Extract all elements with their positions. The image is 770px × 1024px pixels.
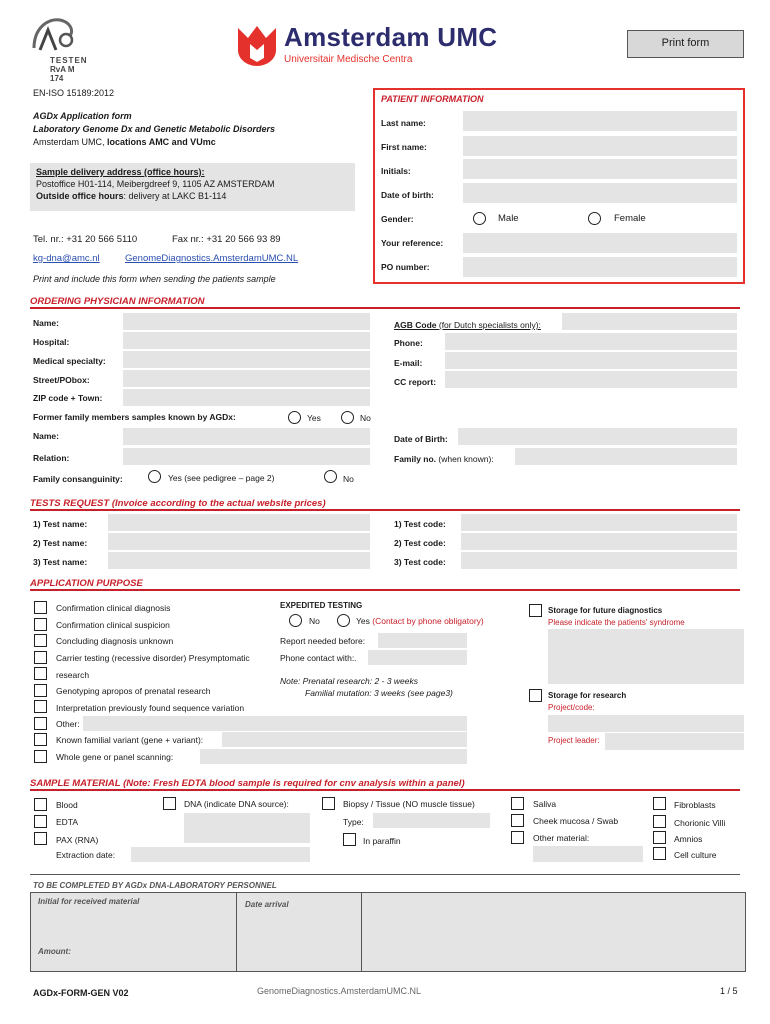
test-code-1-label: 1) Test code: <box>394 519 446 529</box>
first-name-label: First name: <box>381 142 427 152</box>
project-leader-label: Project leader: <box>548 736 600 745</box>
biopsy-checkbox[interactable] <box>322 797 335 810</box>
extraction-date-label: Extraction date: <box>56 850 116 860</box>
purpose-label-1: Confirmation clinical diagnosis <box>56 603 171 613</box>
test-code-3-label: 3) Test code: <box>394 557 446 567</box>
other-material-input[interactable] <box>533 846 643 862</box>
reference-label: Your reference: <box>381 238 444 248</box>
gender-female-radio[interactable] <box>588 212 601 225</box>
purpose-label-5: research <box>56 670 90 680</box>
dob-input[interactable] <box>463 183 737 203</box>
telephone: Tel. nr.: +31 20 566 5110 <box>33 234 138 245</box>
physician-section-line <box>30 307 740 309</box>
known-variant-input[interactable] <box>222 732 467 747</box>
zip-label: ZIP code + Town: <box>33 393 103 403</box>
hospital-input[interactable] <box>123 332 370 349</box>
agb-code-input[interactable] <box>562 313 737 330</box>
po-number-label: PO number: <box>381 262 430 272</box>
footer-page-number: 1 / 5 <box>720 986 738 996</box>
saliva-checkbox[interactable] <box>511 797 524 810</box>
paraffin-checkbox[interactable] <box>343 833 356 846</box>
sample-section-title: SAMPLE MATERIAL (Note: Fresh EDTA blood sample is required for cnv analysis within a panel) <box>30 778 465 789</box>
purpose-section-title: APPLICATION PURPOSE <box>30 578 143 589</box>
zip-input[interactable] <box>123 389 370 406</box>
street-input[interactable] <box>123 370 370 387</box>
logo-title: Amsterdam UMC <box>284 22 498 52</box>
print-form-label: Print form <box>661 37 710 49</box>
consanguinity-no-label: No <box>343 474 354 484</box>
dna-checkbox[interactable] <box>163 797 176 810</box>
pax-label: PAX (RNA) <box>56 835 99 845</box>
family-no-bold: Family no. <box>394 454 437 464</box>
amnios-label: Amnios <box>674 834 703 844</box>
purpose-checkbox-8[interactable] <box>34 717 47 730</box>
test-code-2-input[interactable] <box>461 533 737 550</box>
purpose-checkbox-1[interactable] <box>34 601 47 614</box>
former-no-radio[interactable] <box>341 411 354 424</box>
cell-culture-checkbox[interactable] <box>653 847 666 860</box>
expedited-no-label: No <box>309 616 320 626</box>
relation-label: Relation: <box>33 453 70 463</box>
physician-name-label: Name: <box>33 318 59 328</box>
hospital-label: Hospital: <box>33 337 70 347</box>
storage-research-checkbox[interactable] <box>529 689 542 702</box>
delivery-line2 <box>36 191 349 201</box>
report-needed-label: Report needed before: <box>280 636 366 646</box>
lab-date-label: Date arrival <box>245 900 289 909</box>
consanguinity-yes-label: Yes (see pedigree – page 2) <box>168 473 275 483</box>
purpose-section-line <box>30 589 740 591</box>
consanguinity-label: Family consanguinity: <box>33 474 123 484</box>
project-code-label: Project/code: <box>548 703 595 712</box>
dob-label: Date of birth: <box>381 190 434 200</box>
former-family-label: Former family members samples known by AGDx: <box>33 412 236 422</box>
print-note: Print and include this form when sending the patients sample <box>33 274 276 284</box>
tests-section-title: TESTS REQUEST (Invoice according to the actual website prices) <box>30 498 326 509</box>
initials-label: Initials: <box>381 166 411 176</box>
family-dob-input[interactable] <box>458 428 737 445</box>
family-name-input[interactable] <box>123 428 370 445</box>
storage-future-checkbox[interactable] <box>529 604 542 617</box>
dna-source-input[interactable] <box>184 813 310 843</box>
amnios-checkbox[interactable] <box>653 831 666 844</box>
initials-input[interactable] <box>463 159 737 179</box>
paraffin-label: In paraffin <box>363 836 401 846</box>
agb-code-label <box>394 320 541 330</box>
storage-future-note: Please indicate the patients' syndrome <box>548 618 685 627</box>
fax: Fax nr.: +31 20 566 93 89 <box>172 234 281 245</box>
tulip-icon <box>236 22 278 68</box>
footer-form-id: AGDx-FORM-GEN V02 <box>33 988 129 998</box>
purpose-label-3: Concluding diagnosis unknown <box>56 636 174 646</box>
delivery-outside-rest: : delivery at LAKC B1-114 <box>123 191 227 201</box>
family-name-label: Name: <box>33 431 59 441</box>
purpose-checkbox-6[interactable] <box>34 684 47 697</box>
test-code-1-input[interactable] <box>461 514 737 531</box>
test-name-2-label: 2) Test name: <box>33 538 88 548</box>
family-dob-label: Date of Birth: <box>394 434 448 444</box>
phone-contact-input[interactable] <box>368 650 467 665</box>
email-label: E-mail: <box>394 358 423 368</box>
consanguinity-yes-radio[interactable] <box>148 470 161 483</box>
purpose-checkbox-10[interactable] <box>34 750 47 763</box>
gender-male-radio[interactable] <box>473 212 486 225</box>
agb-code-rest: (for Dutch specialists only): <box>436 320 541 330</box>
former-yes-label: Yes <box>307 413 321 423</box>
phone-label: Phone: <box>394 338 423 348</box>
dna-label: DNA (indicate DNA source): <box>184 799 289 809</box>
tissue-type-label: Type: <box>343 817 364 827</box>
test-name-1-label: 1) Test name: <box>33 519 88 529</box>
other-material-checkbox[interactable] <box>511 831 524 844</box>
report-needed-input[interactable] <box>378 633 467 648</box>
purpose-checkbox-7[interactable] <box>34 700 47 713</box>
delivery-box <box>30 163 355 211</box>
phone-input[interactable] <box>445 333 737 350</box>
specialty-label: Medical specialty: <box>33 356 106 366</box>
amsterdam-umc-logo <box>236 22 526 68</box>
lab-section-title: TO BE COMPLETED BY AGDx DNA-LABORATORY PERSONNEL <box>33 881 277 890</box>
location-bold: locations AMC and VUmc <box>107 137 216 147</box>
consanguinity-no-radio[interactable] <box>324 470 337 483</box>
former-no-label: No <box>360 413 371 423</box>
blood-label: Blood <box>56 800 78 810</box>
expedited-note-1: Note: Prenatal research: 2 - 3 weeks <box>280 676 418 686</box>
lab-amount-label: Amount: <box>38 947 71 956</box>
expedited-no-radio[interactable] <box>289 614 302 627</box>
purpose-label-6: Genotyping apropos of prenatal research <box>56 686 211 696</box>
physician-section-title: ORDERING PHYSICIAN INFORMATION <box>30 296 205 307</box>
extraction-date-input[interactable] <box>131 847 310 862</box>
biopsy-label: Biopsy / Tissue (NO muscle tissue) <box>343 799 475 809</box>
test-name-3-label: 3) Test name: <box>33 557 88 567</box>
iso-standard: EN-ISO 15189:2012 <box>33 88 115 98</box>
fibroblasts-checkbox[interactable] <box>653 797 666 810</box>
print-form-button[interactable] <box>627 30 744 58</box>
physician-name-input[interactable] <box>123 313 370 330</box>
footer-website: GenomeDiagnostics.AmsterdamUMC.NL <box>257 986 422 996</box>
expedited-yes-radio[interactable] <box>337 614 350 627</box>
gender-label: Gender: <box>381 214 414 224</box>
test-name-3-input[interactable] <box>108 552 370 569</box>
reference-input[interactable] <box>463 233 737 253</box>
cc-report-input[interactable] <box>445 371 737 388</box>
delivery-outside-hours: Outside office hours <box>36 191 124 201</box>
lab-initial-label: Initial for received material <box>38 897 140 906</box>
test-name-2-input[interactable] <box>108 533 370 550</box>
agb-code-bold: AGB Code <box>394 320 437 330</box>
cheek-checkbox[interactable] <box>511 814 524 827</box>
purpose-checkbox-4[interactable] <box>34 651 47 664</box>
last-name-label: Last name: <box>381 118 426 128</box>
gender-female-label: Female <box>614 213 646 224</box>
syndrome-input[interactable] <box>548 629 744 684</box>
fibroblasts-label: Fibroblasts <box>674 800 716 810</box>
last-name-input[interactable] <box>463 111 737 131</box>
rva-logo-line2: RvA M 174 <box>50 65 75 83</box>
purpose-label-8: Other: <box>56 719 80 729</box>
purpose-checkbox-3[interactable] <box>34 634 47 647</box>
family-no-rest: (when known): <box>436 454 494 464</box>
project-code-input[interactable] <box>548 715 744 732</box>
cc-report-label: CC report: <box>394 377 437 387</box>
purpose-label-2: Confirmation clinical suspicion <box>56 620 170 630</box>
tissue-type-input[interactable] <box>373 813 490 828</box>
relation-input[interactable] <box>123 448 370 465</box>
pax-checkbox[interactable] <box>34 832 47 845</box>
email-input[interactable] <box>445 352 737 369</box>
panel-scanning-input[interactable] <box>200 749 467 764</box>
expedited-note-2: Familial mutation: 3 weeks (see page3) <box>305 688 453 698</box>
purpose-label-4: Carrier testing (recessive disorder) Presymptomatic <box>56 653 250 663</box>
tests-section-line <box>30 509 740 511</box>
purpose-label-10: Whole gene or panel scanning: <box>56 752 174 762</box>
rva-logo-line1: TESTEN <box>50 56 88 65</box>
purpose-checkbox-2[interactable] <box>34 618 47 631</box>
blood-checkbox[interactable] <box>34 798 47 811</box>
test-code-2-label: 2) Test code: <box>394 538 446 548</box>
expedited-yes-label <box>356 616 484 626</box>
cheek-label: Cheek mucosa / Swab <box>533 816 619 826</box>
email-link[interactable]: kg-dna@amc.nl <box>33 253 100 264</box>
test-code-3-input[interactable] <box>461 552 737 569</box>
delivery-line1: Postoffice H01-114, Meibergdreef 9, 1105 AZ AMSTERDAM <box>36 179 275 189</box>
street-label: Street/PObox: <box>33 375 90 385</box>
purpose-label-7: Interpretation previously found sequence variation <box>56 703 245 713</box>
purpose-other-input[interactable] <box>83 716 467 731</box>
location-prefix: Amsterdam UMC, <box>33 137 108 147</box>
form-title: AGDx Application form <box>33 111 132 121</box>
project-leader-input[interactable] <box>605 733 744 750</box>
test-name-1-input[interactable] <box>108 514 370 531</box>
logo-subtitle: Universitair Medische Centra <box>284 54 413 65</box>
expedited-yes-text: Yes <box>356 616 370 626</box>
lab-divider <box>30 874 740 875</box>
family-no-input[interactable] <box>515 448 737 465</box>
delivery-title: Sample delivery address (office hours): <box>36 167 205 177</box>
purpose-checkbox-9[interactable] <box>34 733 47 746</box>
storage-future-label: Storage for future diagnostics <box>548 606 663 615</box>
location-line <box>33 137 216 147</box>
phone-contact-label: Phone contact with:. <box>280 653 357 663</box>
sample-section-line <box>30 789 740 791</box>
saliva-label: Saliva <box>533 799 557 809</box>
specialty-input[interactable] <box>123 351 370 368</box>
chorionic-checkbox[interactable] <box>653 815 666 828</box>
chorionic-label: Chorionic Villi <box>674 818 726 828</box>
edta-checkbox[interactable] <box>34 815 47 828</box>
storage-research-label: Storage for research <box>548 691 627 700</box>
rva-logo-mark <box>30 14 80 54</box>
gender-male-label: Male <box>498 213 519 224</box>
family-no-label <box>394 454 494 464</box>
other-material-label: Other material: <box>533 833 590 843</box>
edta-label: EDTA <box>56 817 79 827</box>
patient-info-title: PATIENT INFORMATION <box>381 94 484 104</box>
purpose-checkbox-5[interactable] <box>34 667 47 680</box>
former-yes-radio[interactable] <box>288 411 301 424</box>
form-subtitle: Laboratory Genome Dx and Genetic Metabolic Disorders <box>33 124 276 134</box>
website-link[interactable]: GenomeDiagnostics.AmsterdamUMC.NL <box>125 253 299 264</box>
cell-culture-label: Cell culture <box>674 850 717 860</box>
expedited-yes-note: (Contact by phone obligatory) <box>372 616 484 626</box>
first-name-input[interactable] <box>463 136 737 156</box>
expedited-title: EXPEDITED TESTING <box>280 601 363 610</box>
purpose-label-9: Known familial variant (gene + variant): <box>56 735 204 745</box>
po-number-input[interactable] <box>463 257 737 277</box>
rva-logo <box>30 14 88 83</box>
